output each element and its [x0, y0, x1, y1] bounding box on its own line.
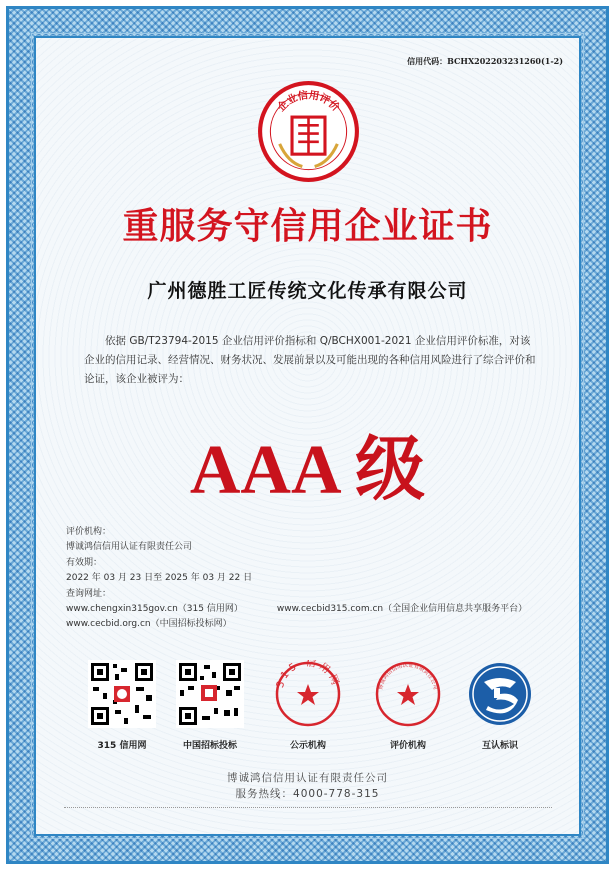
- query-label: 查询网址：: [66, 588, 112, 599]
- badge-bid-qr: [170, 660, 250, 751]
- blue-logo-icon: [466, 660, 534, 728]
- site-link-1[interactable]: www.chengxin315gov.cn（315 信用网）: [66, 604, 243, 615]
- red-seal-icon: [274, 660, 342, 728]
- badge-315-qr: [82, 660, 162, 751]
- qr-code-icon: [176, 660, 244, 728]
- credit-emblem-icon: [257, 80, 360, 183]
- badge-label: 评价机构: [389, 741, 426, 751]
- certificate-info: [66, 525, 527, 633]
- seal-text: 315 信用网: [275, 660, 342, 690]
- badge-public-seal: [268, 660, 348, 751]
- certificate-title: 重服务守信用企业证书: [122, 206, 493, 247]
- company-name: 广州德胜工匠传统文化传承有限公司: [147, 280, 468, 302]
- emblem-text: 企业信用评价: [275, 89, 342, 114]
- qr-code-icon: [88, 660, 156, 728]
- badge-evaluator-seal: [368, 660, 448, 751]
- credit-grade: AAA 级: [189, 432, 426, 509]
- footer-hotline: 服务热线：4000-778-315: [235, 788, 380, 800]
- seal-text: 博诚鸿信信用认证有限责任公司: [378, 662, 438, 691]
- badge-row: [84, 660, 544, 760]
- badge-label: 公示机构: [289, 741, 326, 751]
- footer-company: 博诚鸿信信用认证有限责任公司: [227, 772, 388, 784]
- valid-label: 有效期：: [66, 557, 103, 568]
- badge-label: 中国招标投标: [182, 741, 237, 751]
- org-name: 博诚鸿信信用认证有限责任公司: [66, 542, 193, 553]
- badge-label: 互认标识: [481, 741, 518, 751]
- red-seal-icon: [374, 660, 442, 728]
- divider: [64, 807, 552, 808]
- site-link-3[interactable]: www.cecbid.org.cn（中国招标投标网）: [66, 619, 232, 630]
- evaluation-statement: 依据 GB/T23794-2015 企业信用评价指标和 Q/BCHX001-2021 企业信用评价标准，对该企业的信用记录、经营情况、财务状况、发展前景以及可能出现的各种信用风险进行了综合评价和论证，该企业被评为：: [84, 335, 536, 385]
- valid-range: 2022 年 03 月 23 日至 2025 年 03 月 22 日: [66, 573, 253, 584]
- org-label: 评价机构：: [66, 527, 112, 537]
- badge-mutual-logo: [460, 660, 540, 751]
- credit-code: 信用代码：BCHX202203231260(1-2): [407, 56, 563, 66]
- badge-label: 315 信用网: [97, 741, 147, 751]
- site-link-2[interactable]: www.cecbid315.com.cn（全国企业信用信息共享服务平台）: [276, 604, 528, 615]
